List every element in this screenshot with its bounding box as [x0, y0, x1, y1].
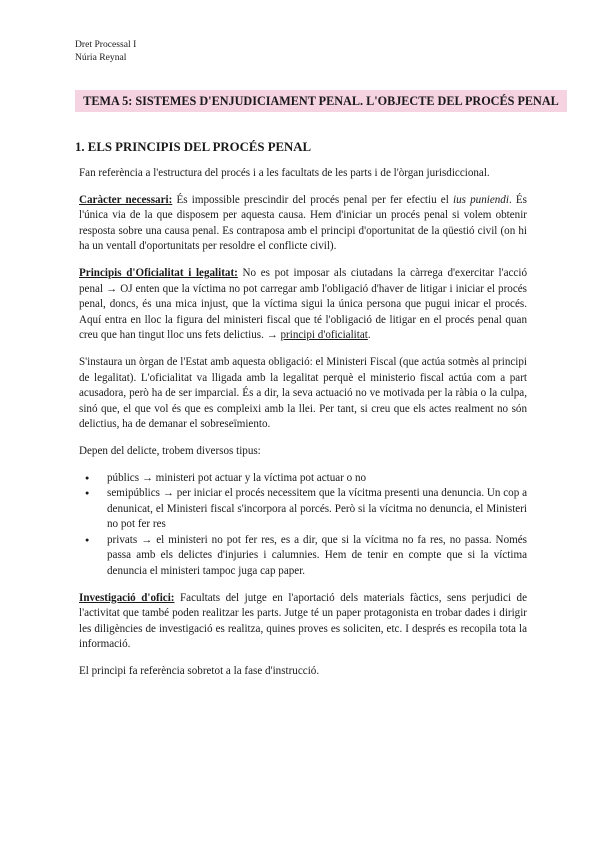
- list-item: ● privats → el ministeri no pot fer res, es a dir, que si la vícitma no fa res, no passa. Només passa amb els delictes d'injuries i calumnies. Hem de tenir en compte que si la víctima denuncia el ministeri tampoc juga cap paper.: [107, 533, 527, 580]
- topic-title: TEMA 5: SISTEMES D'ENJUDICIAMENT PENAL. L'OBJECTE DEL PROCÉS PENAL: [83, 93, 559, 108]
- ius-puniendi-term: ius puniendi: [452, 193, 509, 206]
- oficialitat-paragraph: [79, 266, 527, 344]
- investigacio-text: Facultats del jutge en l'aportació dels materials fàctics, sens perjudici de l'activitat que també poden realitzar les parts. Jutge té un paper protagonista en trobar dades i dirigir les diligències de investigació es realitza, quines proves es soliciten, etc. I després es recopila tota la informació.: [79, 591, 528, 651]
- oficialitat-end: .: [367, 329, 371, 342]
- section-heading: 1. ELS PRINCIPIS DEL PROCÉS PENAL: [75, 140, 312, 154]
- topic-title-banner: [75, 90, 567, 112]
- caracter-necessari-lead: Caràcter necessari:: [79, 193, 173, 206]
- caracter-necessari-paragraph: [79, 193, 527, 255]
- list-item: ● semipúblics → per iniciar el procés necessitem que la vícitma presenti una denuncia. Un cop a denunicat, el Ministeri fiscal s'incorpora al porcés. Però si la vícitma no denuncia, el Ministeri no pot fer res: [107, 486, 527, 533]
- caracter-text-2: . És l'única via de la que disposem per aquesta causa. Hem d'iniciar un procés penal si volem obtenir resposta sobre una causa penal. Es contraposa amb el principi d'oportunitat de la qüestió civil (on hi ha un ventall d'oportunitats per resoldre el conflicte civil).: [79, 193, 527, 253]
- depen-paragraph: Depen del delicte, trobem diversos tipus:: [79, 444, 261, 457]
- delict-types-list: [79, 471, 527, 580]
- list-item: ● públics → ministeri pot actuar y la víctima pot actuar o no: [107, 471, 527, 487]
- principi-oficialitat-term: principi d'oficialitat: [280, 329, 368, 342]
- oficialitat-lead: Principis d'Oficialitat i legalitat:: [79, 266, 238, 279]
- intro-paragraph: Fan referència a l'estructura del procés i a les facultats de les parts i de l'òrgan jurisdiccional.: [79, 167, 490, 179]
- ministeri-fiscal-paragraph: S'instaura un òrgan de l'Estat amb aquesta obligació: el Ministeri Fiscal (que actúa sotmès al principi de legalitat). L'oficialitat va lligada amb la legalitat perquè el ministerio fiscal actúa com a part acusadora, però ha de ser imparcial. És a dir, la seva actuació no ve motivada per la ràbia o la culpa, sinó que, el que vol és que es compleixi amb la llei. Per tant, si creu que els actes realment no són delictius, ha de demanar el sobreseïmiento.: [79, 355, 527, 431]
- caracter-text-1: És impossible prescindir del procés penal per fer efectiu el: [172, 193, 453, 206]
- document-body: [79, 166, 527, 691]
- course-name: Dret Processal I: [75, 39, 137, 50]
- document-header: [75, 38, 136, 64]
- author-name: Núria Reynal: [75, 52, 127, 63]
- investigacio-paragraph: [79, 591, 527, 653]
- investigacio-lead: Investigació d'ofici:: [79, 591, 175, 604]
- closing-paragraph: El principi fa referència sobretot a la fase d'instrucció.: [79, 665, 320, 678]
- oficialitat-text: No es pot imposar als ciutadans la càrrega d'exercitar l'acció penal → OJ enten que la víctima no pot carregar amb l'obligació d'haver de litigar i iniciar el procés penal, doncs, és una mica injust, que la víctima sigui la única persona que pugui inicar el procés. Aquí entra en lloc la figura del ministeri fiscal que té l'obligació de litigar en el procés penal quan creu que han tingut lloc uns fets delictius. →: [79, 266, 527, 342]
